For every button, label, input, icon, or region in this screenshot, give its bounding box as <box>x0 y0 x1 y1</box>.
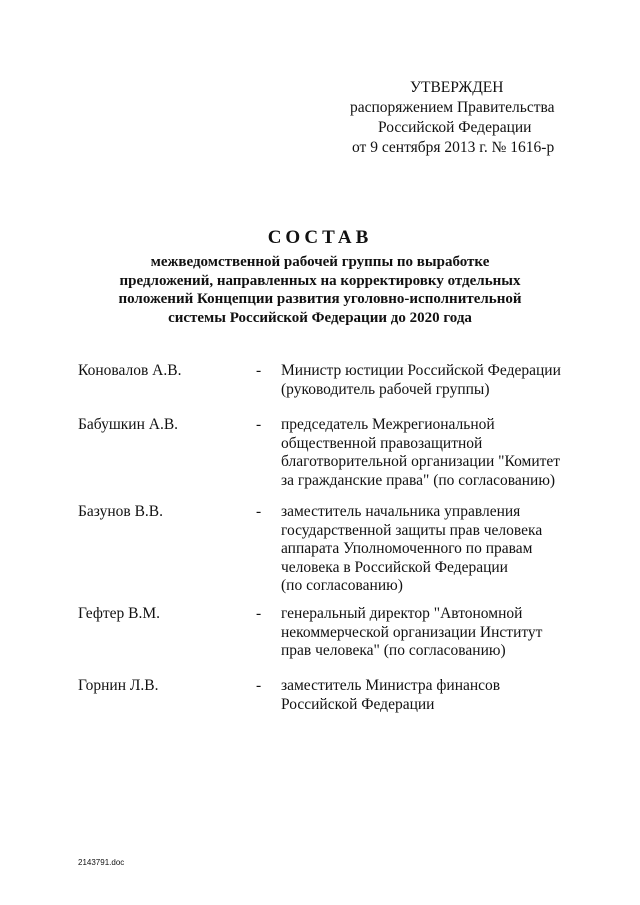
role-line: прав человека" (по согласованию) <box>281 642 506 659</box>
role-line: (руководитель рабочей группы) <box>281 380 490 398</box>
member-role <box>281 605 581 661</box>
role-line: заместитель Министра финансов <box>281 677 501 694</box>
subheading-line: межведомственной рабочей группы по выработке <box>150 254 490 270</box>
member-name: Коновалов А.В. <box>78 362 182 379</box>
role-line: аппарата Уполномоченного по правам <box>281 540 533 557</box>
member-dash: - <box>256 416 262 433</box>
role-line: благотворительной организации "Комитет <box>281 453 561 470</box>
member-role <box>281 362 581 399</box>
role-line: Министр юстиции Российской Федерации <box>281 362 561 379</box>
role-line: генеральный директор "Автономной <box>281 605 523 622</box>
member-role <box>281 416 581 490</box>
member-dash: - <box>256 677 262 694</box>
member-dash: - <box>256 605 262 622</box>
role-line: за гражданские права" (по согласованию) <box>281 471 556 489</box>
subheading-line: предложений, направленных на корректировку отдельных <box>119 272 521 289</box>
member-role <box>281 677 581 714</box>
member-name: Базунов В.В. <box>78 503 163 520</box>
role-line: председатель Межрегиональной <box>281 416 495 433</box>
subheading-line: положений Концепции развития уголовно-исполнительной <box>118 291 522 307</box>
member-name: Гефтер В.М. <box>78 605 161 622</box>
approval-line: распоряжением Правительства <box>350 99 555 116</box>
role-line: некоммерческой организации Институт <box>281 623 543 641</box>
subheading-line: системы Российской Федерации до 2020 года <box>168 309 472 326</box>
role-line: человека в Российской Федерации <box>281 558 508 576</box>
approval-line: Российской Федерации <box>378 119 532 136</box>
member-dash: - <box>256 362 262 379</box>
member-role <box>281 503 581 596</box>
member-dash: - <box>256 503 262 520</box>
approval-title: УТВЕРЖДЕН <box>410 79 504 96</box>
member-name: Горнин Л.В. <box>78 677 159 694</box>
role-line: государственной защиты прав человека <box>281 521 543 539</box>
document-filename: 2143791.doc <box>78 858 125 867</box>
role-line: (по согласованию) <box>281 577 403 594</box>
role-line: общественной правозащитной <box>281 434 483 452</box>
approval-date-line: от 9 сентября 2013 г. № 1616-р <box>352 139 555 156</box>
document-heading: СОСТАВ <box>267 227 373 248</box>
member-name: Бабушкин А.В. <box>78 416 179 433</box>
role-line: Российской Федерации <box>281 695 435 713</box>
role-line: заместитель начальника управления <box>281 503 521 520</box>
